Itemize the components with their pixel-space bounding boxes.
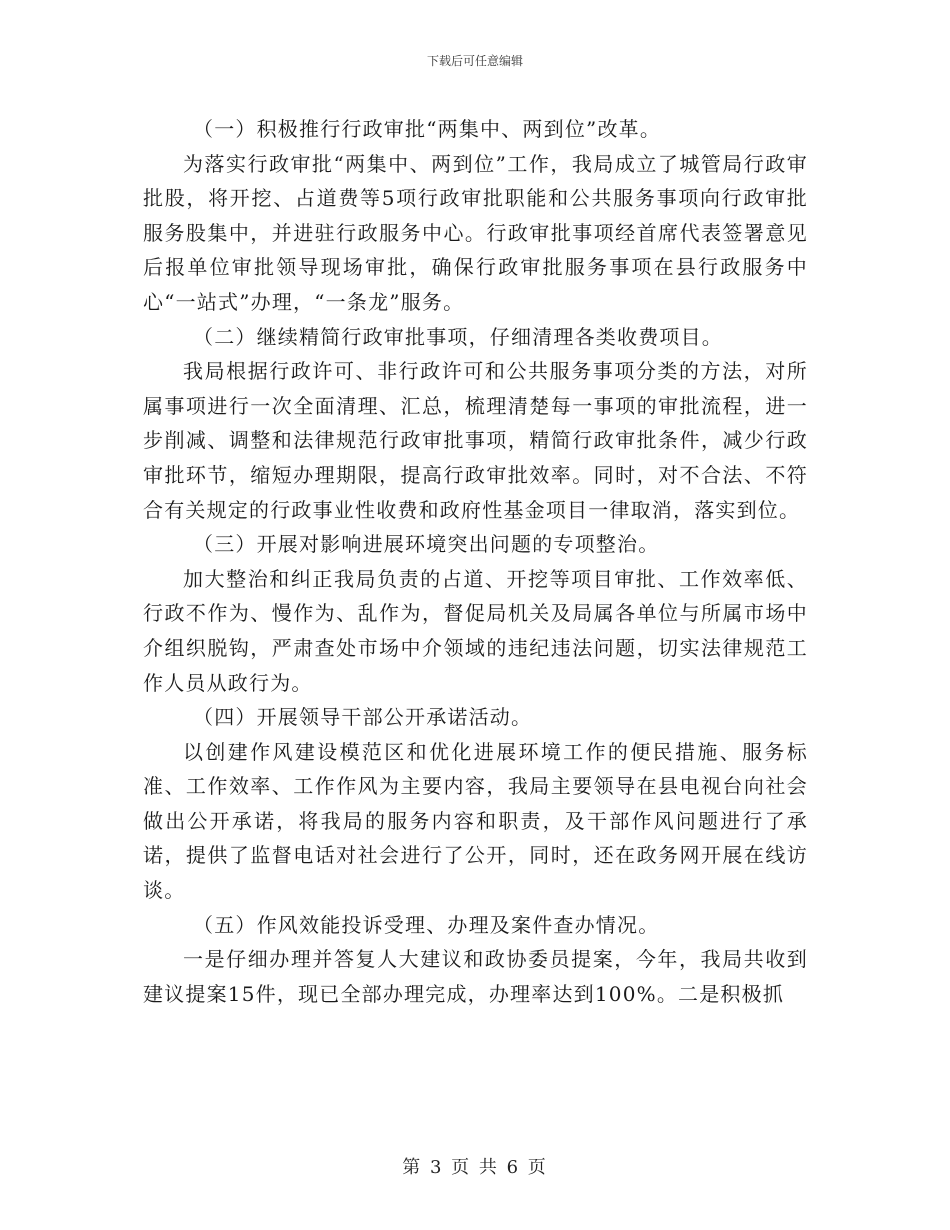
page-footer: 第 3 页 共 6 页 bbox=[402, 1157, 548, 1178]
body-paragraph-2: 我局根据行政许可、非行政许可和公共服务事项分类的方法，对所属事项进行一次全面清理、汇总，梳理清楚每一事项的审批流程，进一步削减、调整和法律规范行政审批事项，精简行政审批条件，减少行政审批环节，缩短办理期限，提高行政审批效率。同时，对不合法、不符合有关规定的行政事业性收费和政府性基金项目一律取消，落实到位。 bbox=[143, 359, 808, 522]
page-header: 下载后可任意编辑 bbox=[426, 54, 523, 68]
body-paragraph-1: 为落实行政审批“两集中、两到位”工作，我局成立了城管局行政审批股，将开挖、占道费等5项行政审批职能和公共服务事项向行政审批服务股集中，并进驻行政服务中心。行政审批事项经首席代表签署意见后报单位审批领导现场审批，确保行政审批服务事项在县行政服务中心“一站式”办理，“一条龙”服务。 bbox=[143, 151, 808, 314]
document-body bbox=[143, 112, 808, 1011]
section-heading-5: （五）作风效能投诉受理、办理及案件查办情况。 bbox=[193, 912, 660, 937]
section-heading-4: （四）开展领导干部公开承诺活动。 bbox=[193, 705, 533, 730]
section-heading-1: （一）积极推行行政审批“两集中、两到位”改革。 bbox=[193, 117, 662, 141]
body-paragraph-3: 加大整治和纠正我局负责的占道、开挖等项目审批、工作效率低、行政不作为、慢作为、乱作为，督促局机关及局属各单位与所属市场中介组织脱钩，严肃查处市场中介领域的违纪违法问题，切实法律规范工作人员从政行为。 bbox=[143, 566, 808, 695]
body-paragraph-4: 以创建作风建设模范区和优化进展环境工作的便民措施、服务标准、工作效率、工作作风为主要内容，我局主要领导在县电视台向社会做出公开承诺，将我局的服务内容和职责，及干部作风问题进行了承诺，提供了监督电话对社会进行了公开，同时，还在政务网开展在线访谈。 bbox=[143, 739, 808, 903]
section-heading-3: （三）开展对影响进展环境突出问题的专项整治。 bbox=[193, 532, 660, 557]
body-paragraph-5: 一是仔细办理并答复人大建议和政协委员提案，今年，我局共收到建议提案15件，现已全部办理完成，办理率达到100%。二是积极抓 bbox=[143, 947, 808, 1006]
section-heading-2: （二）继续精简行政审批事项，仔细清理各类收费项目。 bbox=[193, 324, 723, 349]
